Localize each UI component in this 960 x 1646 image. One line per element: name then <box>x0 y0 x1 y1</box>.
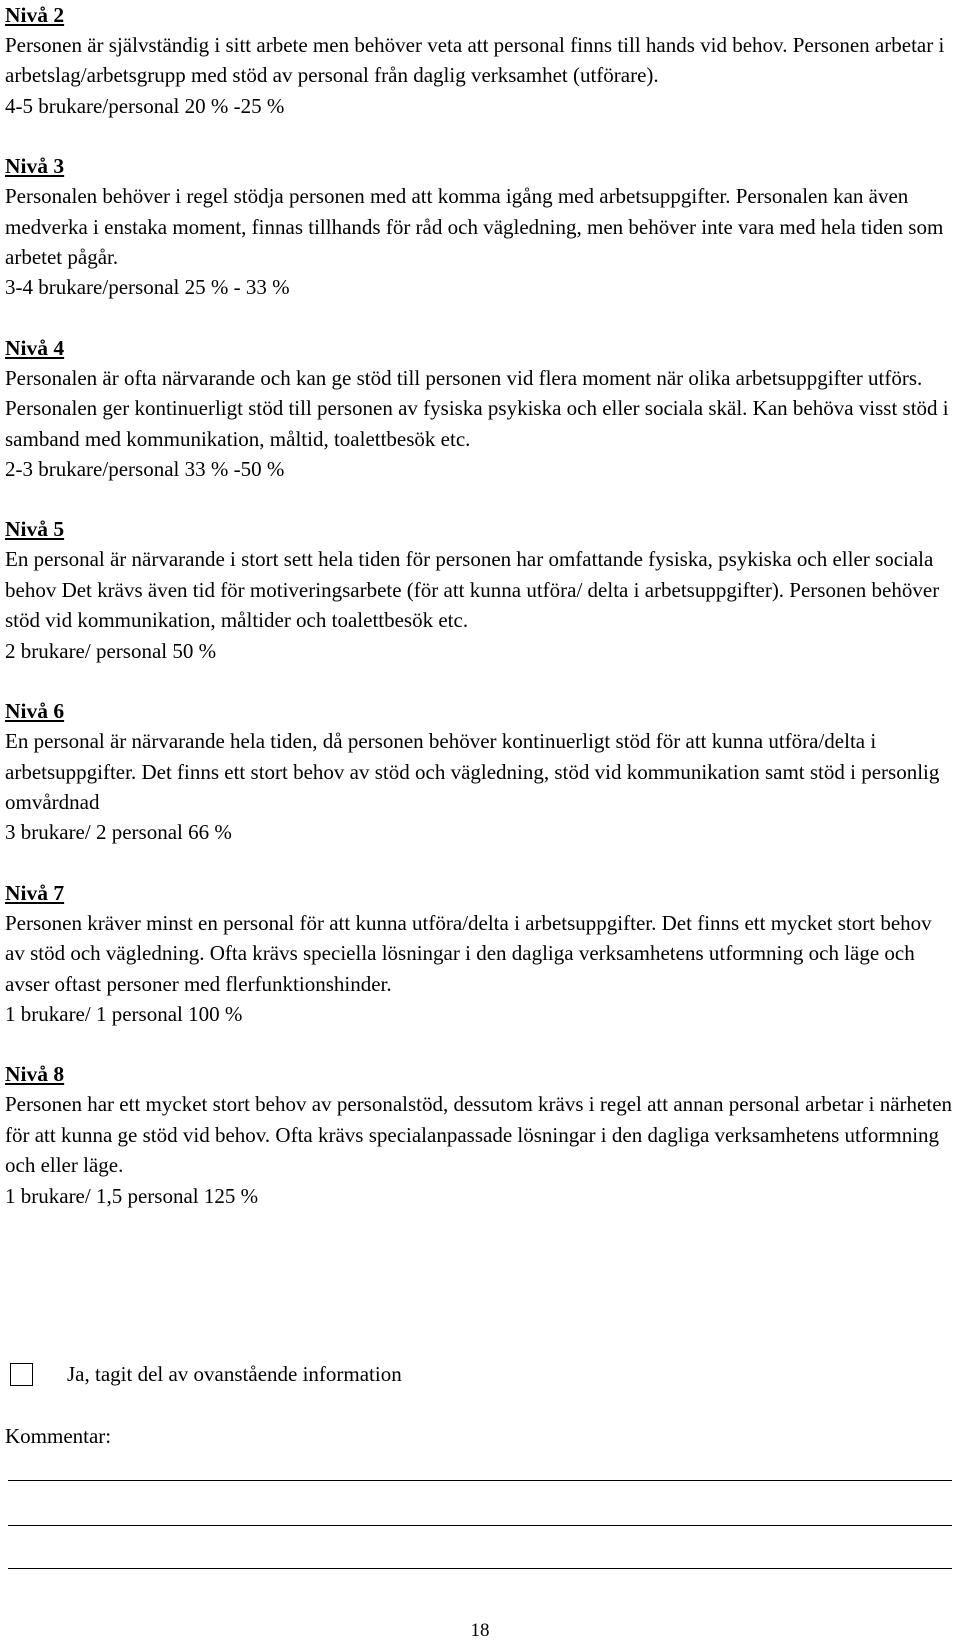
page-number: 18 <box>470 1620 490 1641</box>
level-description: Personalen är ofta närvarande och kan ge stöd till personen vid flera moment när olika arbetsuppgifter utförs. Personalen ger kontinuerligt stöd till personen av fysiska psykiska och eller sociala skäl. Kan behöva visst stöd i samband med kommunikation, måltid, toalettbesök etc. <box>5 365 949 451</box>
level-staffing-ratio: 3 brukare/ 2 personal 66 % <box>5 820 232 845</box>
comment-line-3[interactable] <box>8 1568 952 1569</box>
level-title: Nivå 3 <box>5 154 65 179</box>
level-4 <box>5 333 955 485</box>
confirm-checkbox[interactable] <box>10 1363 33 1386</box>
confirm-row <box>10 1362 402 1387</box>
comment-line-1[interactable] <box>8 1480 952 1481</box>
level-2 <box>5 0 955 121</box>
level-title: Nivå 5 <box>5 517 65 542</box>
level-title: Nivå 2 <box>5 3 65 27</box>
level-staffing-ratio: 4-5 brukare/personal 20 % -25 % <box>5 93 285 118</box>
level-description: En personal är närvarande i stort sett hela tiden för personen har omfattande fysiska, psykiska och eller sociala behov Det krävs även tid för motiveringsarbete (för att kunna utföra/ delta i arbetsuppgifter). Personen behöver stöd vid kommunikation, måltider och toalettbesök etc. <box>5 547 940 633</box>
level-5 <box>5 514 955 666</box>
level-staffing-ratio: 3-4 brukare/personal 25 % - 33 % <box>5 275 290 300</box>
level-description: Personen kräver minst en personal för att kunna utföra/delta i arbetsuppgifter. Det finns ett mycket stort behov av stöd och vägledning. Ofta krävs speciella lösningar i den dagliga verksamhetens utformning och läge och avser oftast personer med flerfunktionshinder. <box>5 910 932 996</box>
spacer <box>5 848 955 878</box>
level-6 <box>5 696 955 848</box>
spacer <box>5 666 955 696</box>
level-title: Nivå 8 <box>5 1062 65 1087</box>
comment-line-2[interactable] <box>8 1525 952 1526</box>
level-staffing-ratio: 2-3 brukare/personal 33 % -50 % <box>5 457 285 482</box>
spacer <box>5 303 955 333</box>
level-title: Nivå 7 <box>5 880 65 905</box>
confirm-label: Ja, tagit del av ovanstående information <box>67 1362 402 1386</box>
level-description: Personalen behöver i regel stödja personen med att komma igång med arbetsuppgifter. Personalen kan även medverka i enstaka moment, finnas tillhands för råd och vägledning, men behöver inte vara med hela tiden som arbetet pågår. <box>5 184 944 270</box>
level-description: Personen är självständig i sitt arbete men behöver veta att personal finns till hands vid behov. Personen arbetar i arbetslag/arbetsgrupp med stöd av personal från daglig verksamhet (utförare). <box>5 33 945 88</box>
document-page <box>5 0 955 1211</box>
level-description: Personen har ett mycket stort behov av personalstöd, dessutom krävs i regel att annan personal arbetar i närheten för att kunna ge stöd vid behov. Ofta krävs specialanpassade lösningar i den dagliga verksamhetens utformning och eller läge. <box>5 1092 953 1178</box>
spacer <box>5 484 955 514</box>
spacer <box>5 121 955 151</box>
level-7 <box>5 878 955 1030</box>
level-description: En personal är närvarande hela tiden, då personen behöver kontinuerligt stöd för att kunna utföra/delta i arbetsuppgifter. Det finns ett stort behov av stöd och vägledning, stöd vid kommunikation samt stöd i personlig omvårdnad <box>5 729 940 814</box>
comment-label: Kommentar: <box>5 1424 112 1448</box>
level-title: Nivå 4 <box>5 335 65 360</box>
level-3 <box>5 151 955 303</box>
level-staffing-ratio: 1 brukare/ 1,5 personal 125 % <box>5 1183 259 1208</box>
spacer <box>5 1029 955 1059</box>
level-staffing-ratio: 2 brukare/ personal 50 % <box>5 638 217 663</box>
level-staffing-ratio: 1 brukare/ 1 personal 100 % <box>5 1001 243 1026</box>
level-title: Nivå 6 <box>5 699 65 724</box>
level-8 <box>5 1059 955 1211</box>
